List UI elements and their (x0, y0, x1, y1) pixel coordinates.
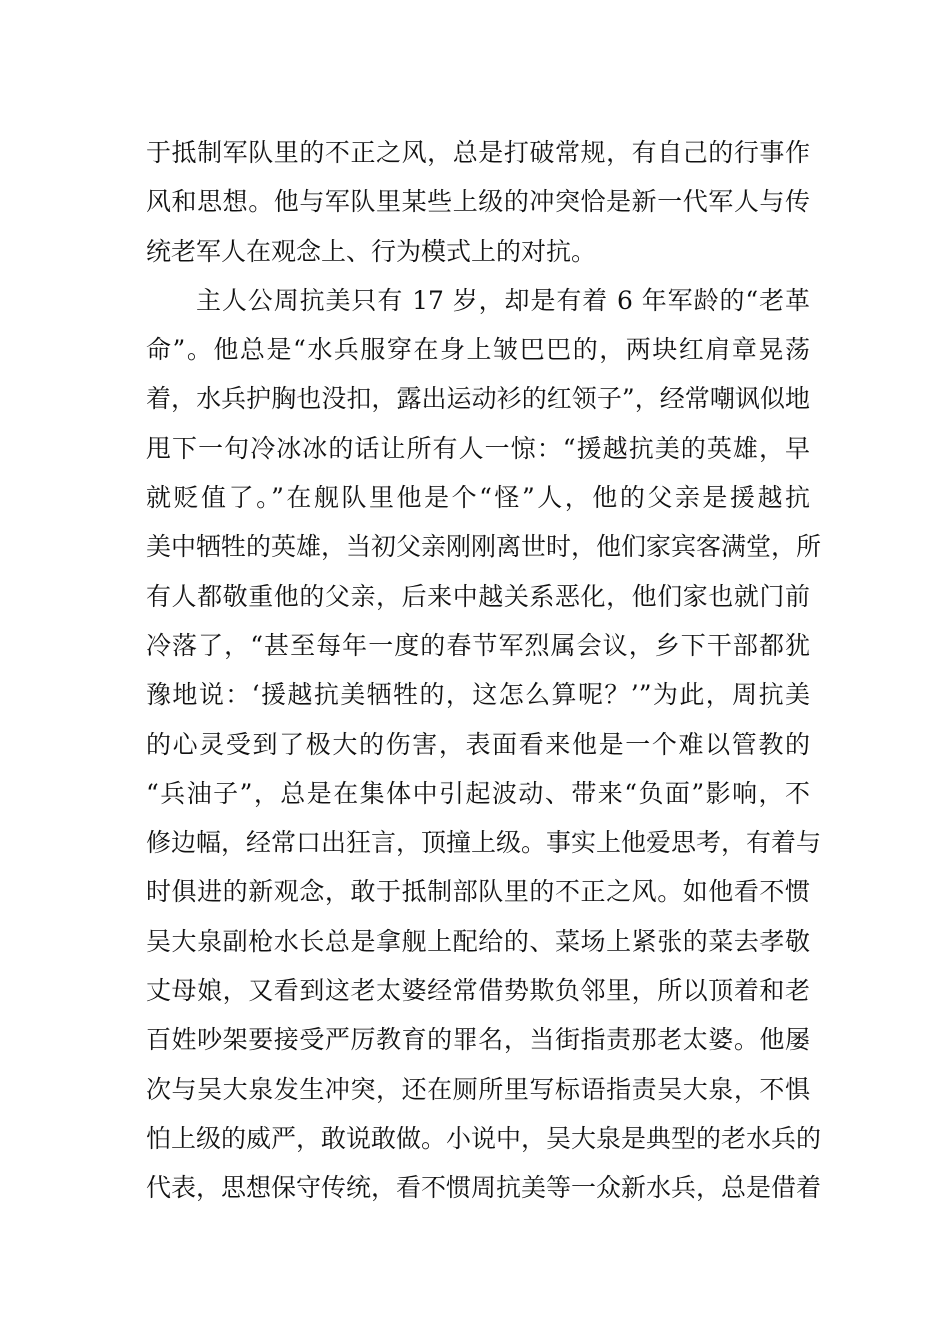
text-line: 主人公周抗美只有 17 岁，却是有着 6 年军龄的“老革 (196, 285, 810, 315)
text-line: “兵油子”，总是在集体中引起波动、带来“负面”影响，不 (146, 778, 810, 808)
paragraph-2 (146, 276, 822, 1262)
text-line: 的心灵受到了极大的伤害，表面看来他是一个难以管教的 (146, 729, 810, 759)
paragraph-1 (146, 128, 810, 276)
text-line: 命”。他总是“水兵服穿在身上皱巴巴的，两块红肩章晃荡 (146, 335, 810, 365)
text-line: 冷落了，“甚至每年一度的春节军烈属会议，乡下干部都犹 (146, 630, 810, 660)
text-line: 美中牺牲的英雄，当初父亲刚刚离世时，他们家宾客满堂，所 (146, 532, 822, 562)
text-line: 吴大泉副枪水长总是拿舰上配给的、菜场上紧张的菜去孝敬 (146, 926, 810, 956)
text-line: 百姓吵架要接受严厉教育的罪名，当街指责那老太婆。他屡 (146, 1025, 810, 1055)
text-line: 有人都敬重他的父亲，后来中越关系恶化，他们家也就门前 (146, 581, 810, 611)
text-line: 豫地说：‘援越抗美牺牲的，这怎么算呢？’”为此，周抗美 (146, 680, 810, 710)
text-line (146, 1213, 810, 1262)
text-line: 怕上级的威严，敢说敢做。小说中，吴大泉是典型的老水兵的 (146, 1123, 822, 1153)
text-line: 修边幅，经常口出狂言，顶撞上级。事实上他爱思考，有着与 (146, 828, 822, 858)
body-text (146, 128, 822, 1262)
text-line: 统老军人在观念上、行为模式上的对抗。 (146, 236, 597, 266)
text-line: 甩下一句冷冰冰的话让所有人一惊：“援越抗美的英雄，早 (146, 433, 810, 463)
text-line: 代表，思想保守传统，看不惯周抗美等一众新水兵，总是借着 (146, 1173, 822, 1203)
text-line: 时俱进的新观念，敢于抵制部队里的不正之风。如他看不惯 (146, 877, 810, 907)
text-line: 丈母娘，又看到这老太婆经常借势欺负邻里，所以顶着和老 (146, 976, 810, 1006)
text-line: 于抵制军队里的不正之风，总是打破常规，有自己的行事作 (146, 138, 810, 167)
text-line: 就贬值了。”在舰队里他是个“怪”人，他的父亲是援越抗 (146, 483, 810, 513)
text-line: 风和思想。他与军队里某些上级的冲突恰是新一代军人与传 (146, 187, 810, 217)
text-line: 次与吴大泉发生冲突，还在厕所里写标语指责吴大泉，不惧 (146, 1074, 810, 1104)
text-line: 着，水兵护胸也没扣，露出运动衫的红领子”，经常嘲讽似地 (146, 384, 810, 414)
